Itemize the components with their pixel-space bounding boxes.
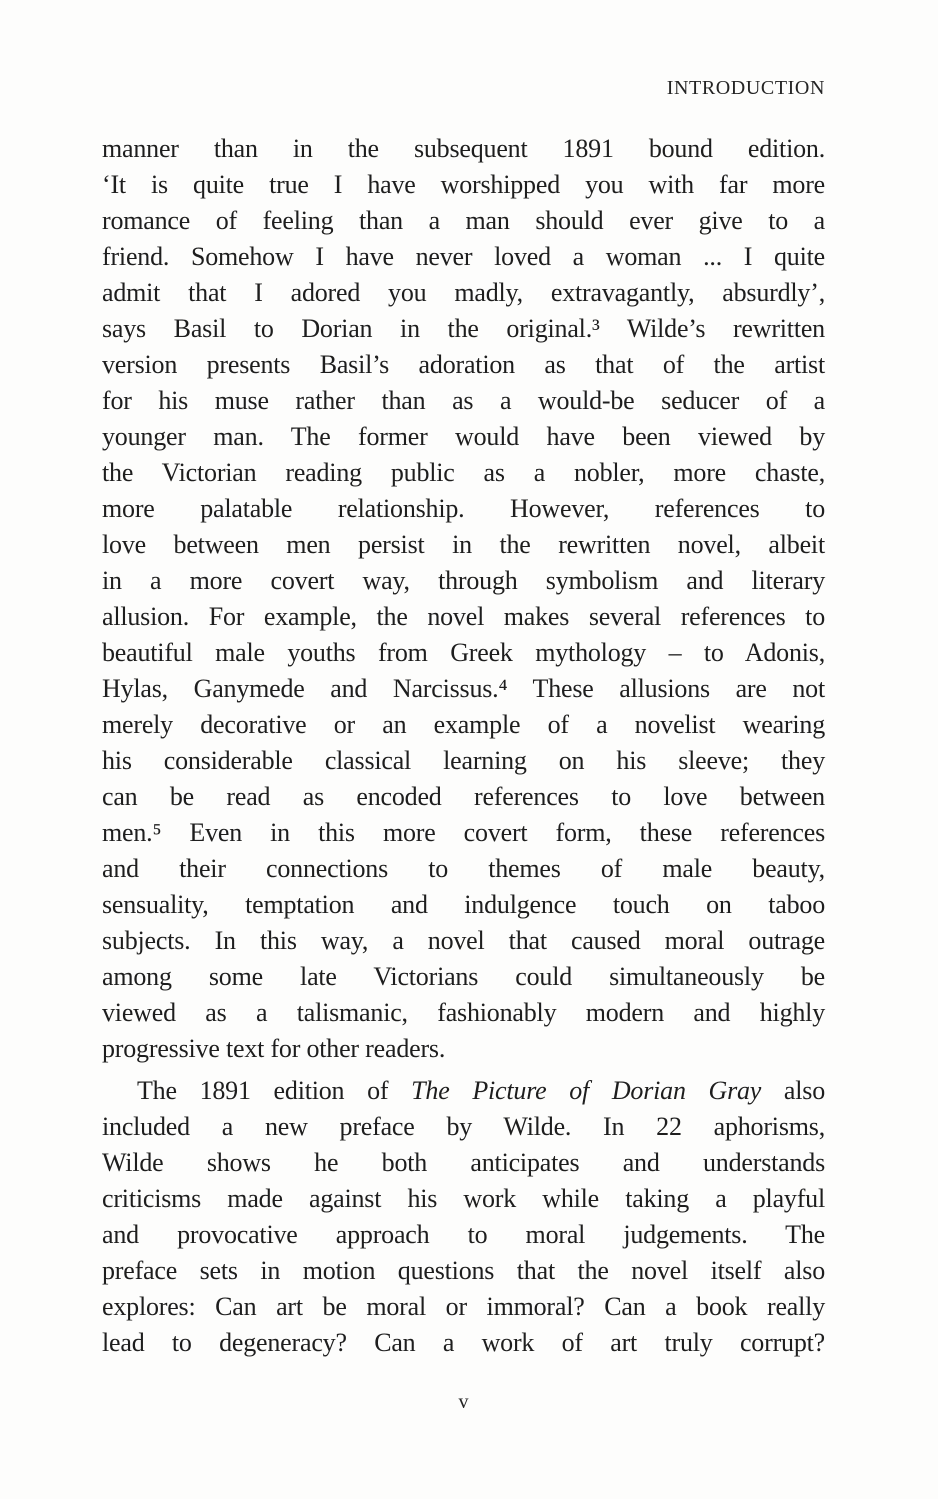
text-line: ‘It is quite true I have worshipped you with far more	[102, 170, 825, 199]
text-line: and provocative approach to moral judgements. The	[102, 1220, 825, 1249]
page-number: v	[458, 1391, 469, 1413]
text-line: progressive text for other readers.	[102, 1034, 446, 1063]
text-line: Hylas, Ganymede and Narcissus.⁴ These allusions are not	[102, 674, 825, 703]
text-line: says Basil to Dorian in the original.³ Wilde’s rewritten	[102, 314, 825, 343]
text-line: subjects. In this way, a novel that caused moral outrage	[102, 926, 825, 955]
text-line: preface sets in motion questions that the novel itself also	[102, 1256, 825, 1285]
text-line: manner than in the subsequent 1891 bound edition.	[102, 134, 825, 163]
body-text	[102, 131, 825, 1361]
text-line: included a new preface by Wilde. In 22 aphorisms,	[102, 1112, 825, 1141]
first-line-post-text: also	[761, 1076, 826, 1105]
paragraph-continuation	[102, 131, 825, 1067]
text-line: in a more covert way, through symbolism and literary	[102, 566, 825, 595]
text-line: can be read as encoded references to love between	[102, 782, 825, 811]
text-line: romance of feeling than a man should ever give to a	[102, 206, 825, 235]
text-line: criticisms made against his work while taking a playful	[102, 1184, 825, 1213]
text-line: his considerable classical learning on his sleeve; they	[102, 746, 825, 775]
first-line-pre-text: The 1891 edition of	[137, 1076, 412, 1105]
text-line: friend. Somehow I have never loved a woman ... I quite	[102, 242, 825, 271]
text-line: explores: Can art be moral or immoral? Can a book really	[102, 1292, 825, 1321]
text-line: younger man. The former would have been viewed by	[102, 422, 825, 451]
paragraph-first-line	[102, 1073, 825, 1109]
text-line: Wilde shows he both anticipates and understands	[102, 1148, 825, 1177]
text-line: lead to degeneracy? Can a work of art truly corrupt?	[102, 1328, 825, 1357]
text-line: sensuality, temptation and indulgence touch on taboo	[102, 890, 825, 919]
text-line: for his muse rather than as a would-be seducer of a	[102, 386, 825, 415]
text-line: more palatable relationship. However, references to	[102, 494, 825, 523]
running-header: INTRODUCTION	[666, 77, 825, 99]
text-line: the Victorian reading public as a nobler, more chaste,	[102, 458, 825, 487]
text-line: men.⁵ Even in this more covert form, these references	[102, 818, 825, 847]
text-line: allusion. For example, the novel makes several references to	[102, 602, 825, 631]
text-line: love between men persist in the rewritten novel, albeit	[102, 530, 825, 559]
text-line: admit that I adored you madly, extravagantly, absurdly’,	[102, 278, 825, 307]
book-title-italic: The Picture of Dorian Gray	[411, 1076, 762, 1105]
paragraph-preface	[102, 1073, 825, 1361]
text-line: viewed as a talismanic, fashionably modern and highly	[102, 998, 825, 1027]
text-line: and their connections to themes of male beauty,	[102, 854, 825, 883]
text-line: among some late Victorians could simultaneously be	[102, 962, 825, 991]
text-line: merely decorative or an example of a novelist wearing	[102, 710, 825, 739]
text-line: beautiful male youths from Greek mythology – to Adonis,	[102, 638, 825, 667]
text-line: version presents Basil’s adoration as that of the artist	[102, 350, 825, 379]
